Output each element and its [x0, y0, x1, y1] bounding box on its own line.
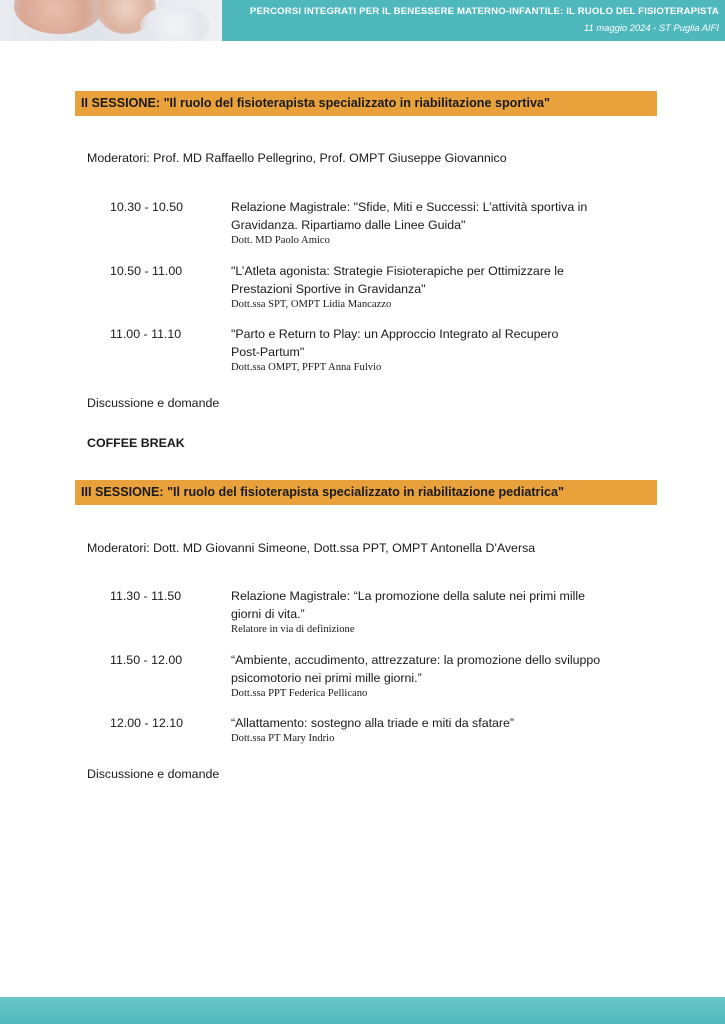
talk-title-line: psicomotorio nei primi mille giorni.” — [231, 671, 422, 685]
talk-title-line: Post-Partum" — [231, 345, 305, 359]
session-2-title: II SESSIONE: "Il ruolo del fisioterapista specializzato in riabilitazione sportiva" — [81, 96, 550, 110]
session-2-moderators: Moderatori: Prof. MD Raffaello Pellegrino, Prof. OMPT Giuseppe Giovannico — [87, 151, 507, 165]
talk-item — [231, 587, 647, 637]
talk-speaker: Relatore in via di definizione — [231, 624, 355, 635]
talk-title-line: Gravidanza. Ripartiamo dalle Linee Guida" — [231, 218, 466, 232]
coffee-break: COFFEE BREAK — [87, 436, 185, 450]
header-title: PERCORSI INTEGRATI PER IL BENESSERE MATERNO-INFANTILE: IL RUOLO DEL FISIOTERAPISTA — [249, 6, 719, 17]
talk-speaker: Dott.ssa SPT, OMPT Lidia Mancazzo — [231, 299, 392, 310]
session-2-bar — [75, 91, 657, 116]
page-header — [0, 0, 725, 41]
talk-title-line: Prestazioni Sportive in Gravidanza" — [231, 282, 426, 296]
talk-time: 11.50 - 12.00 — [110, 653, 183, 667]
talk-title-line: “Allattamento: sostegno alla triade e miti da sfatare” — [231, 716, 515, 730]
talk-item — [231, 325, 647, 375]
talk-title-line: giorni di vita.” — [231, 607, 305, 621]
header-photo — [0, 0, 222, 41]
session-3-bar — [75, 480, 657, 505]
talk-time: 11.30 - 11.50 — [110, 589, 182, 603]
session-3-moderators: Moderatori: Dott. MD Giovanni Simeone, Dott.ssa PPT, OMPT Antonella D'Aversa — [87, 541, 536, 555]
header-subtitle: 11 maggio 2024 - ST Puglia AIFI — [584, 22, 719, 33]
talk-time: 12.00 - 12.10 — [110, 716, 184, 730]
talk-speaker: Dott.ssa PPT Federica Pellicano — [231, 688, 368, 699]
page-footer-band — [0, 997, 725, 1024]
talk-title-line: Relazione Magistrale: "Sfide, Miti e Successi: L’attività sportiva in — [231, 200, 588, 214]
talk-item — [231, 262, 647, 312]
talk-time: 11.00 - 11.10 — [110, 327, 182, 341]
talk-time: 10.30 - 10.50 — [110, 200, 184, 214]
talk-speaker: Dott. MD Paolo Amico — [231, 235, 330, 246]
talk-speaker: Dott.ssa PT Mary Indrio — [231, 733, 335, 744]
talk-time: 10.50 - 11.00 — [110, 264, 183, 278]
talk-item — [231, 651, 647, 701]
session-3-discussion: Discussione e domande — [87, 767, 220, 781]
session-3-title: III SESSIONE: "Il ruolo del fisioterapista specializzato in riabilitazione pediatrica" — [81, 485, 564, 499]
talk-item — [231, 714, 647, 746]
talk-title-line: "Parto e Return to Play: un Approccio Integrato al Recupero — [231, 327, 559, 341]
session-2-discussion: Discussione e domande — [87, 396, 220, 410]
talk-title-line: “Ambiente, accudimento, attrezzature: la promozione dello sviluppo — [231, 653, 601, 667]
talk-item — [231, 198, 647, 248]
talk-speaker: Dott.ssa OMPT, PFPT Anna Fulvio — [231, 362, 382, 373]
talk-title-line: "L’Atleta agonista: Strategie Fisioterapiche per Ottimizzare le — [231, 264, 564, 278]
talk-title-line: Relazione Magistrale: “La promozione della salute nei primi mille — [231, 589, 585, 603]
